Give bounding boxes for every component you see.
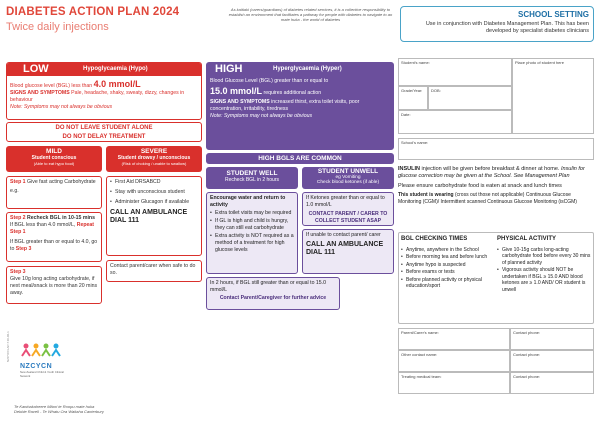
- high-header: [207, 63, 393, 76]
- high-bgl-value: 15.0 mmol/L: [210, 86, 263, 97]
- step2-repeat: Repeat Step 1: [10, 222, 95, 236]
- side-code-wrap: [6, 300, 14, 370]
- unwell-sub1: eg Vomiting: [335, 175, 361, 180]
- grade-field[interactable]: Grade/Year:: [398, 86, 428, 110]
- severe-item: • Stay with unconscious student: [110, 189, 198, 196]
- well-header: [206, 167, 298, 189]
- medical-team-field[interactable]: Treating medical team:: [398, 372, 510, 394]
- step2-value: 4.0 mmol/L,: [48, 222, 76, 229]
- carer-name-field[interactable]: Parent/Carer's name:: [398, 328, 510, 350]
- low-subtitle: Hypoglycaemia (Hypo): [83, 66, 148, 72]
- logo-subtext: New Zealand Child & Youth Clinical Network: [20, 370, 64, 378]
- severe-item: • First Aid DRSABCD: [110, 179, 198, 186]
- step2-if-greater: If BGL greater than or equal to 4.0, go to: [10, 239, 98, 253]
- physical-activity-list: [497, 247, 592, 294]
- severe-sub2: (Risk of choking / unable to swallow): [121, 161, 187, 166]
- low-ambulance: CALL AN AMBULANCE DIAL 111: [110, 209, 188, 225]
- wearing-text: (cross out those not applicable) Continuous Glucose Monitoring (CGM)/ Intermittent scanned Continuous Glucose Monitoring (isCGM): [398, 192, 577, 206]
- bgl-checking-section: [401, 236, 495, 291]
- page-title: DIABETES ACTION PLAN 2024: [6, 6, 180, 18]
- low-contact: Contact parent/carer when safe to do so.: [106, 260, 202, 282]
- severe-title: SEVERE: [140, 148, 168, 155]
- medical-phone-field[interactable]: Contact phone:: [510, 372, 594, 394]
- well-box-heading: Encourage water and return to activity: [210, 195, 286, 209]
- unwell-title: STUDENT UNWELL: [317, 168, 379, 175]
- pa-item: • Vigorous activity should NOT be undertaken if BGL ≥ 15.0 AND blood ketones are ≥ 1.0 AND/ OR student is unwell: [497, 267, 592, 293]
- mild-header: [6, 146, 102, 172]
- check-item: • Anytime, anywhere in the School: [401, 247, 495, 254]
- insulin-text: injection will be given before breakfast & dinner at home.: [421, 166, 560, 172]
- wearing-heading: This student is wearing: [398, 192, 454, 199]
- high-title: HIGH: [215, 63, 243, 75]
- severe-sub1: Student drowsy / unconscious: [117, 155, 191, 161]
- intro-text: As kaitiaki (carers/guardians) of diabetes related services, it is a collective responsibility to establish an environment that facilitates a pathway for people with diabetes to navigate to ao mate huka - the world of diabetes: [228, 7, 393, 22]
- low-header: [7, 63, 201, 76]
- step1-heading: Step 1: [10, 179, 26, 185]
- unable-box: [302, 229, 394, 274]
- check-item: • Anytime hypo is suspected: [401, 262, 495, 269]
- high-body: [207, 76, 393, 122]
- well-item: • If GL is high and child is hungry, they can still eat carbohydrate: [210, 218, 294, 232]
- ketones-action: CONTACT PARENT / CARER TO COLLECT STUDENT ASAP: [308, 211, 388, 225]
- school-setting-text: Use in conjunction with Diabetes Management Plan. This has been developed by specialist diabetes clinicians: [425, 21, 589, 35]
- well-title: STUDENT WELL: [226, 170, 278, 177]
- mild-title: MILD: [46, 148, 62, 155]
- ensure-text: Please ensure carbohydrate food is eaten at snack and lunch times: [398, 182, 562, 189]
- high-subtitle: Hyperglycaemia (Hyper): [273, 66, 342, 72]
- credit-line-1: Te Kawhakaheere Māori te Roopu mate huka: [14, 404, 95, 409]
- well-list: [210, 210, 294, 254]
- severe-list: [110, 179, 198, 206]
- high-signs: increased thirst, extra toilet visits, poor concentration, irritability, tiredness: [210, 99, 360, 113]
- mild-sub1: Student conscious: [31, 155, 77, 161]
- dob-field[interactable]: DOB:: [428, 86, 512, 110]
- check-item: • Before planned activity or physical education/sport: [401, 277, 495, 290]
- side-code: NZCYCN-AP-T.DI-06-1: [6, 331, 10, 362]
- well-item: • Extra toilet visits may be required: [210, 210, 294, 217]
- physical-activity-section: [497, 236, 592, 294]
- step3-box: [6, 266, 102, 304]
- logo-people-icon: [20, 342, 68, 358]
- two-hours-text: In 2 hours, if BGL still greater than or equal to 15.0 mmol/L: [210, 280, 327, 294]
- ketones-text: If Ketones greater than or equal to 1.0 mmol/L: [306, 195, 385, 209]
- high-bgl-post: requires additional action: [263, 90, 322, 97]
- school-setting-box: [400, 6, 594, 42]
- alert-not-alone: DO NOT LEAVE STUDENT ALONE: [55, 125, 153, 131]
- photo-box: Place photo of student here: [512, 58, 594, 134]
- ketones-box: [302, 192, 394, 226]
- low-panel: [6, 62, 202, 120]
- other-contact-field[interactable]: Other contact name:: [398, 350, 510, 372]
- school-name-field[interactable]: School's name:: [398, 138, 594, 160]
- check-item: • Before morning tea and before lunch: [401, 254, 495, 261]
- severe-item: • Administer Glucagon if available: [110, 199, 198, 206]
- insulin-note: Insulin for glucose correction may be given at the School. See Management Plan: [398, 166, 585, 180]
- low-signs-heading: SIGNS AND SYMPTOMS: [10, 90, 70, 97]
- low-signs: Pale, headache, shaky, sweaty, dizzy, changes in behaviour: [10, 90, 185, 104]
- date-field[interactable]: Date:: [398, 110, 512, 134]
- step2-box: [6, 212, 102, 262]
- high-signs-heading: SIGNS AND SYMPTOMS: [210, 99, 270, 106]
- step2-recheck: Recheck BGL in 10-15 mins: [27, 215, 95, 221]
- low-bgl-value: 4.0 mmol/L: [93, 79, 141, 89]
- step3-text: Give 10g long acting carbohydrate, if next meal/snack is more than 20 mins away.: [10, 276, 98, 297]
- step2-if-less: If BGL less than: [10, 222, 47, 229]
- two-hours-box: [206, 277, 340, 310]
- logo-text: NZCYCN: [20, 363, 53, 370]
- step2-heading: Step 2: [10, 215, 26, 221]
- students-name-field[interactable]: Student's name:: [398, 58, 512, 86]
- low-title: LOW: [23, 63, 49, 75]
- pa-item: • Give 10-15g carbs long-acting carbohydrate food before every 30 mins of planned activity: [497, 247, 592, 267]
- carer-phone-field[interactable]: Contact phone:: [510, 328, 594, 350]
- bgl-checking-heading: BGL CHECKING TIMES: [401, 236, 468, 242]
- physical-activity-heading: PHYSICAL ACTIVITY: [497, 236, 557, 242]
- low-bgl-text: Blood glucose level (BGL) less than: [10, 83, 93, 89]
- high-note: Note: Symptoms may not always be obvious: [210, 113, 313, 120]
- unwell-header: [302, 167, 394, 189]
- step1-text: Give fast acting Carbohydrate: [27, 179, 96, 185]
- low-alert: [6, 122, 202, 142]
- credit-line-2: Debbie Ravell - Te Whatu Ora Waitaha Canterbury: [14, 409, 104, 414]
- other-phone-field[interactable]: Contact phone:: [510, 350, 594, 372]
- step1-box: [6, 176, 102, 209]
- high-panel: [206, 62, 394, 150]
- nzcycn-logo: [20, 342, 68, 378]
- unable-text: If unable to contact parent/ carer: [306, 232, 381, 238]
- two-hours-action: Contact Parent/Caregiver for further advice: [219, 295, 327, 302]
- high-common: HIGH BGLS ARE COMMON: [206, 153, 394, 164]
- check-item: • Before exams or tests: [401, 269, 495, 276]
- insulin-heading: INSULIN: [398, 166, 420, 172]
- step1-eg: e.g.: [10, 188, 19, 195]
- credits: [14, 404, 104, 414]
- high-ambulance: CALL AN AMBULANCE DIAL 111: [306, 241, 384, 257]
- school-setting-title: SCHOOL SETTING: [518, 10, 589, 19]
- low-note: Note: Symptoms may not always be obvious: [10, 104, 113, 111]
- bgl-checking-list: [401, 247, 495, 290]
- low-body: [7, 76, 201, 113]
- well-box: [206, 192, 298, 274]
- step3-heading: Step 3: [10, 269, 26, 275]
- high-bgl-text: Blood Glucose Level (BGL) greater than or equal to: [210, 78, 329, 84]
- unwell-sub2: Check blood ketones (if able): [316, 180, 380, 185]
- alert-no-delay: DO NOT DELAY TREATMENT: [62, 133, 146, 140]
- step2-goto: Step 3: [15, 246, 32, 253]
- severe-box: [106, 176, 202, 256]
- mild-sub2: (Able to eat hypo food): [33, 161, 75, 166]
- well-sub: Recheck BGL in 2 hours: [224, 177, 279, 183]
- severe-header: [106, 146, 202, 172]
- well-item: • Extra activity is NOT required as a method of a treatment for high glucose levels: [210, 233, 294, 254]
- insulin-section: [398, 166, 594, 206]
- page-subtitle: Twice daily injections: [6, 21, 109, 33]
